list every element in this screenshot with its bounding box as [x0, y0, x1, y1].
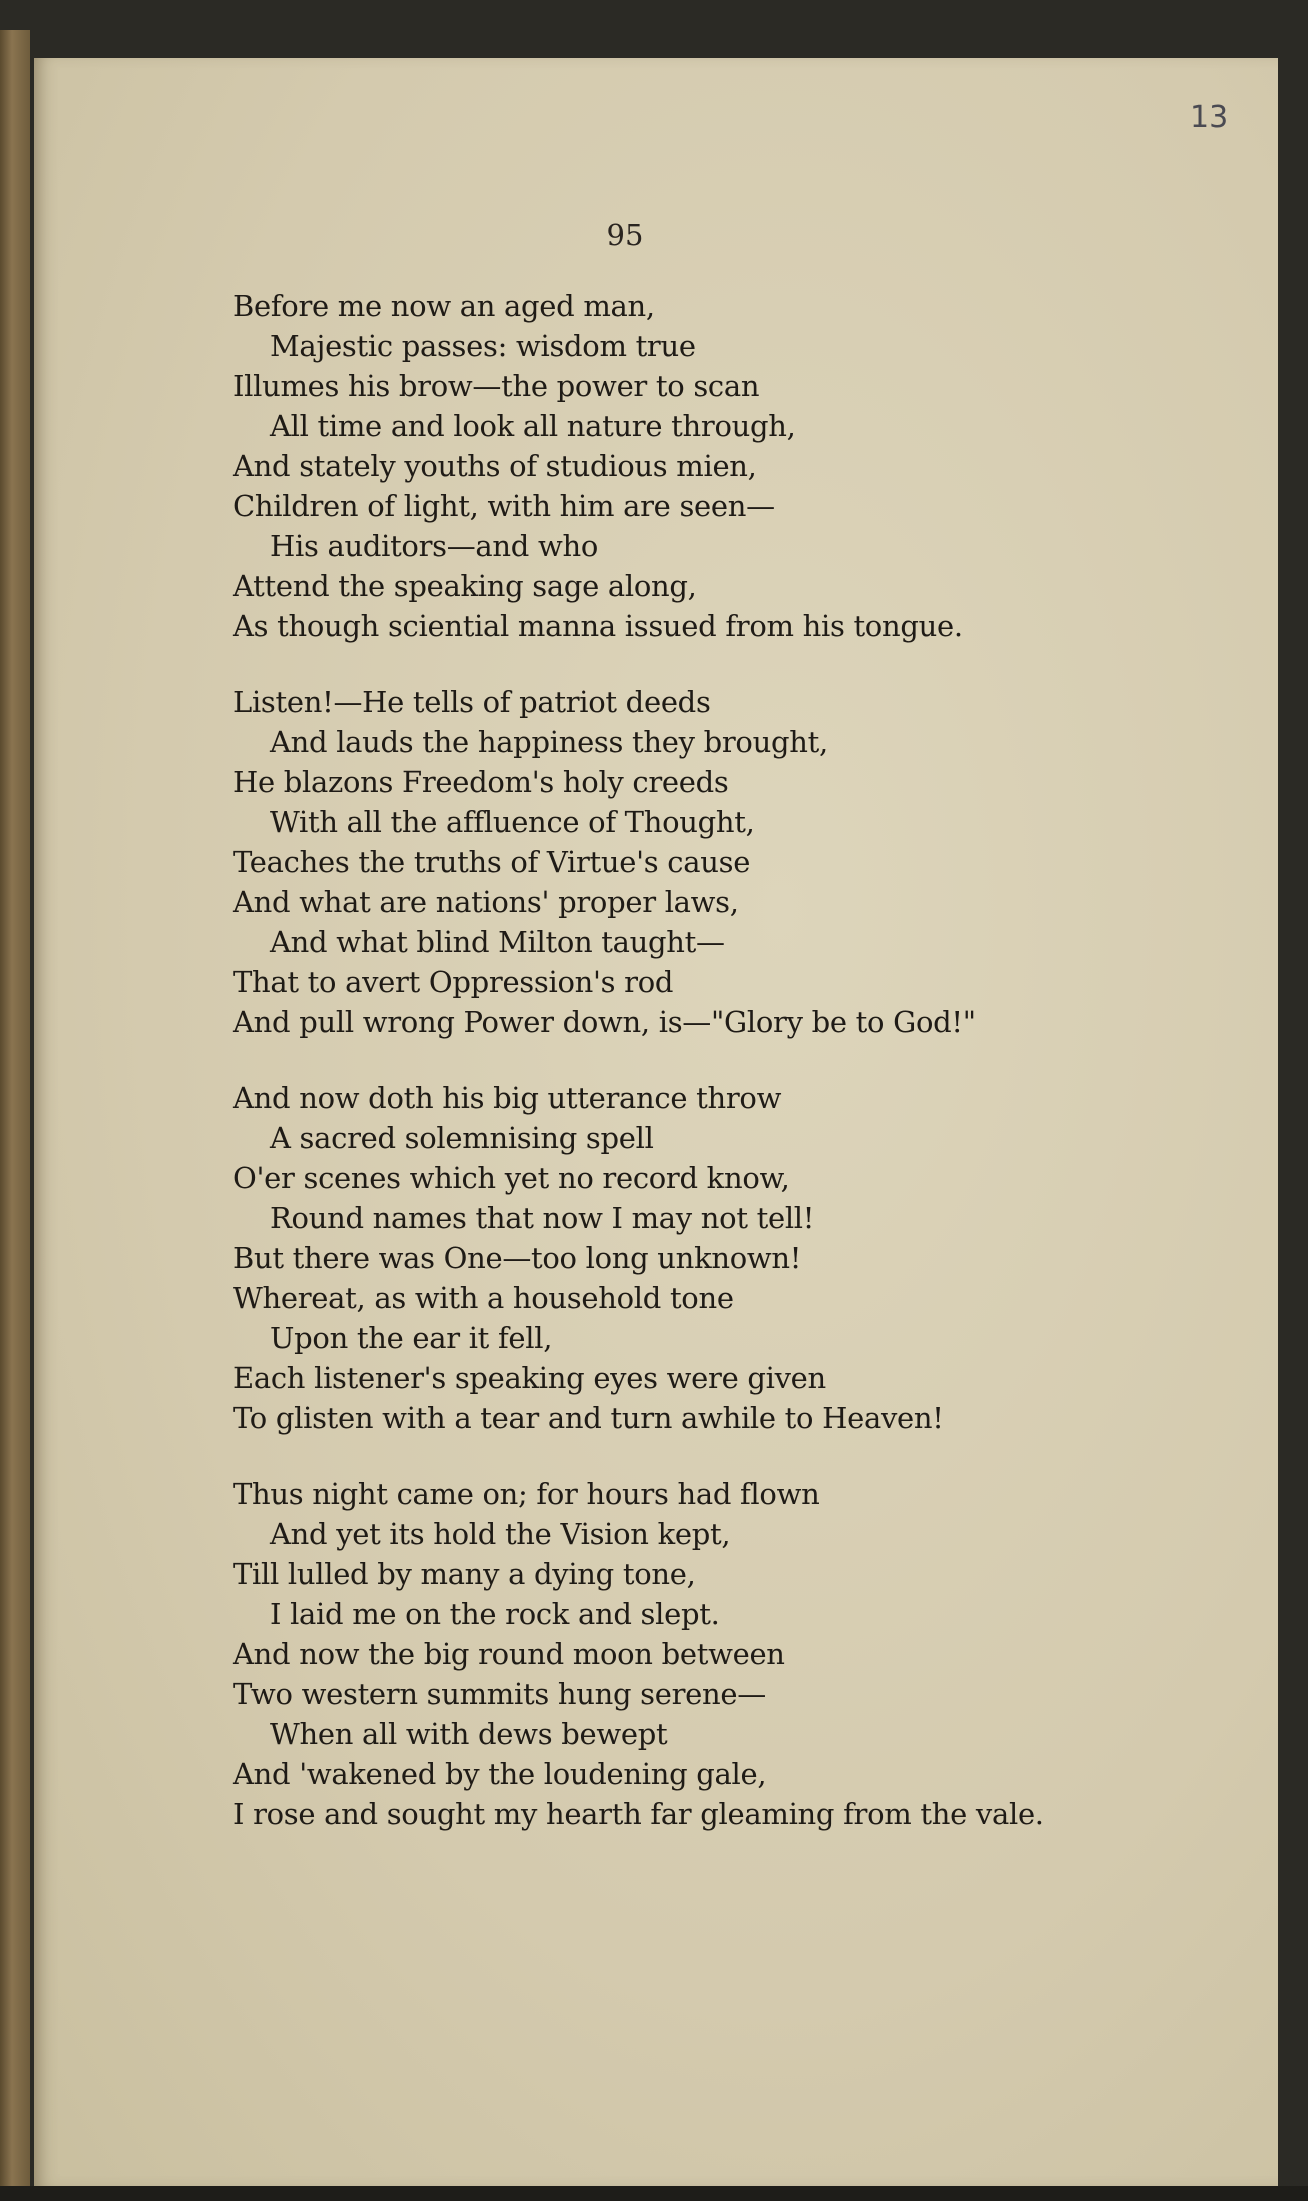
poem-line: Whereat, as with a household tone	[233, 1281, 734, 1315]
poem-line: And stately youths of studious mien,	[233, 449, 757, 483]
stanza	[233, 1474, 1233, 1834]
poem-line: I rose and sought my hearth far gleaming from the vale.	[233, 1797, 1044, 1831]
poem-line: And now doth his big utterance throw	[233, 1081, 782, 1115]
poem-line: Attend the speaking sage along,	[233, 569, 697, 603]
poem-line: And now the big round moon between	[233, 1637, 785, 1671]
poem-line: Thus night came on; for hours had flown	[233, 1477, 820, 1511]
poem-line: Majestic passes: wisdom true	[270, 329, 696, 363]
poem-body	[233, 286, 1233, 1870]
poem-line: With all the affluence of Thought,	[270, 805, 755, 839]
scan-bottom-edge	[0, 2186, 1308, 2201]
poem-line: And 'wakened by the loudening gale,	[233, 1757, 767, 1791]
poem-line: Children of light, with him are seen—	[233, 489, 775, 523]
stanza	[233, 286, 1233, 646]
poem-line: O'er scenes which yet no record know,	[233, 1161, 790, 1195]
stanza	[233, 682, 1233, 1042]
poem-line: A sacred solemnising spell	[270, 1121, 654, 1155]
poem-line: As though sciential manna issued from his tongue.	[233, 609, 963, 643]
poem-line: To glisten with a tear and turn awhile to Heaven!	[233, 1401, 944, 1435]
poem-line: Teaches the truths of Virtue's cause	[233, 845, 751, 879]
poem-line: Before me now an aged man,	[233, 289, 655, 323]
poem-line: All time and look all nature through,	[270, 409, 796, 443]
poem-line: Upon the ear it fell,	[270, 1321, 553, 1355]
poem-line: But there was One—too long unknown!	[233, 1241, 802, 1275]
poem-line: I laid me on the rock and slept.	[270, 1597, 720, 1631]
poem-line: Each listener's speaking eyes were given	[233, 1361, 826, 1395]
archive-folio-number: 13	[1190, 100, 1229, 135]
poem-line: And pull wrong Power down, is—"Glory be to God!"	[233, 1005, 976, 1039]
stanza	[233, 1078, 1233, 1438]
poem-line: Listen!—He tells of patriot deeds	[233, 685, 711, 719]
poem-line: That to avert Oppression's rod	[233, 965, 674, 999]
poem-line: Illumes his brow—the power to scan	[233, 369, 760, 403]
poem-line: His auditors—and who	[270, 529, 599, 563]
poem-line: He blazons Freedom's holy creeds	[233, 765, 729, 799]
poem-line: Two western summits hung serene—	[233, 1677, 766, 1711]
book-binding-edge	[0, 30, 30, 2201]
poem-line: And lauds the happiness they brought,	[270, 725, 828, 759]
poem-line: Round names that now I may not tell!	[270, 1201, 815, 1235]
page-number: 95	[606, 218, 644, 252]
poem-line: And yet its hold the Vision kept,	[270, 1517, 731, 1551]
poem-line: When all with dews bewept	[270, 1717, 668, 1751]
poem-line: And what blind Milton taught—	[270, 925, 725, 959]
poem-line: Till lulled by many a dying tone,	[233, 1557, 696, 1591]
poem-line: And what are nations' proper laws,	[233, 885, 739, 919]
